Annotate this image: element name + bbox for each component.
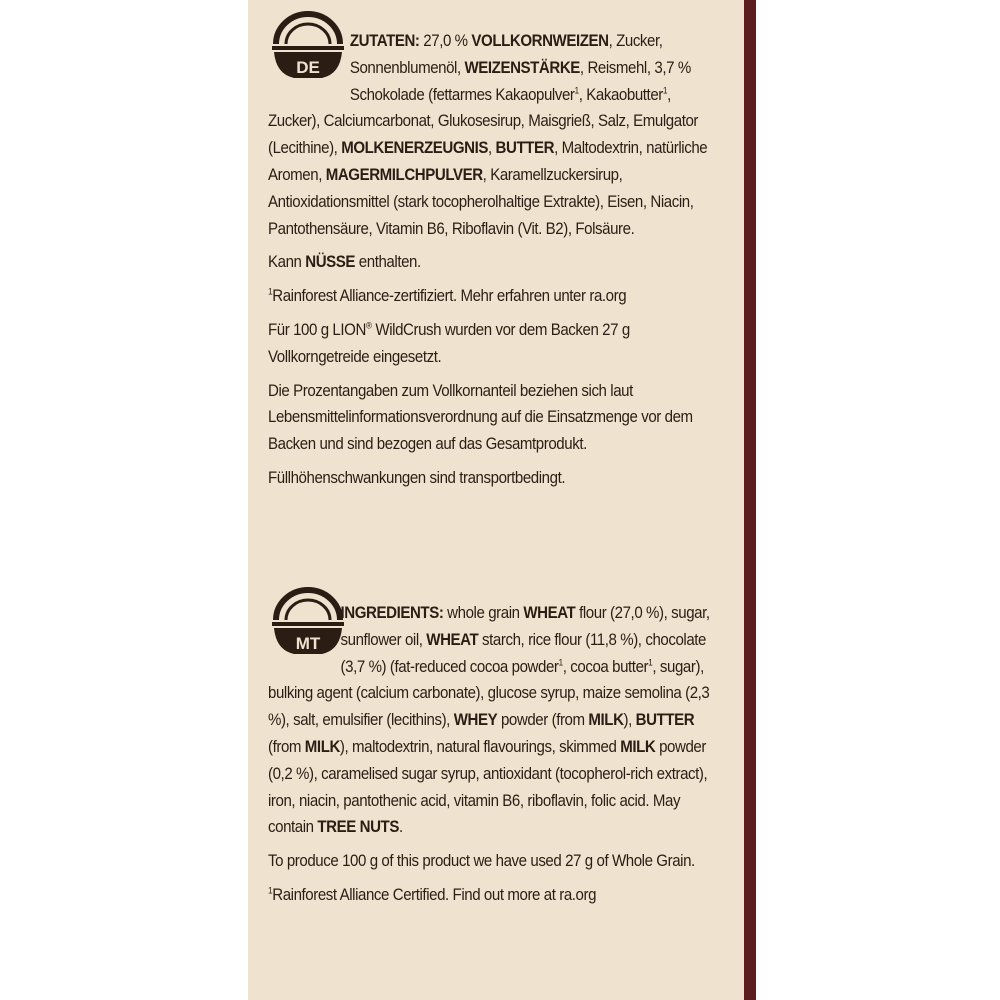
mt-footnote: $^1$Rainforest Alliance Certified. Find out more at ra.org [268, 885, 597, 904]
badge-label-de: DE [296, 58, 320, 77]
mt-wholegrain: To produce 100 g of this product we have used 27 g of Whole Grain. [268, 852, 695, 871]
package-edge [744, 0, 756, 1000]
de-nuts-warning: Kann NÜSSE enthalten. [268, 253, 421, 272]
badge-label-mt: MT [295, 634, 321, 653]
de-percentage-note: Die Prozentangaben zum Vollkornanteil beziehen sich laut Lebensmittelinformationsverordnung auf die Einsatzmenge vor dem Backen und sind bezogen auf das Gesamtprodukt. [268, 381, 693, 454]
de-fill-note: Füllhöhenschwankungen sind transportbedingt. [268, 468, 566, 487]
de-section [268, 28, 711, 499]
mt-ingredients: INGREDIENTS: whole grain WHEAT flour (27,0 %), sugar, sunflower oil, WHEAT starch, rice flour (11,8 %), chocolate (3,7 %) (fat-reduced cocoa powder$^1$, cocoa butter$^1$, sugar), bulking agent (calcium carbonate), glucose syrup, maize semolina (2,3 %), salt, emulsifier (lecithins), WHEY powder (from MILK), BUTTER (from MILK), maltodextrin, natural flavourings, skimmed MILK powder (0,2 %), caramelised sugar syrup, antioxidant (tocopherol-rich extract), iron, niacin, pantothenic acid, vitamin B6, riboflavin, folic acid. May contain TREE NUTS. [268, 604, 710, 837]
de-ingredients: ZUTATEN: 27,0 % VOLLKORNWEIZEN, Zucker, Sonnenblumenöl, WEIZENSTÄRKE, Reismehl, 3,7 % Schokolade (fettarmes Kakaopulver$^1$, Kakaobutter$^1$, Zucker), Calciumcarbonat, Glukosesirup, Maisgrieß, Salz, Emulgator (Lecithine), MOLKENERZEUGNIS, BUTTER, Maltodextrin, natürliche Aromen, MAGERMILCHPULVER, Karamellzuckersirup, Antioxidationsmittel (stark tocopherolhaltige Extrakte), Eisen, Niacin, Pantothensäure, Vitamin B6, Riboflavin (Vit. B2), Folsäure. [268, 32, 708, 238]
mt-section [268, 600, 711, 916]
de-footnote: $^1$Rainforest Alliance-zertifiziert. Mehr erfahren unter ra.org [268, 286, 627, 306]
de-wholegrain: Für 100 g LION® WildCrush wurden vor dem Backen 27 g Vollkorngetreide eingesetzt. [268, 320, 630, 366]
